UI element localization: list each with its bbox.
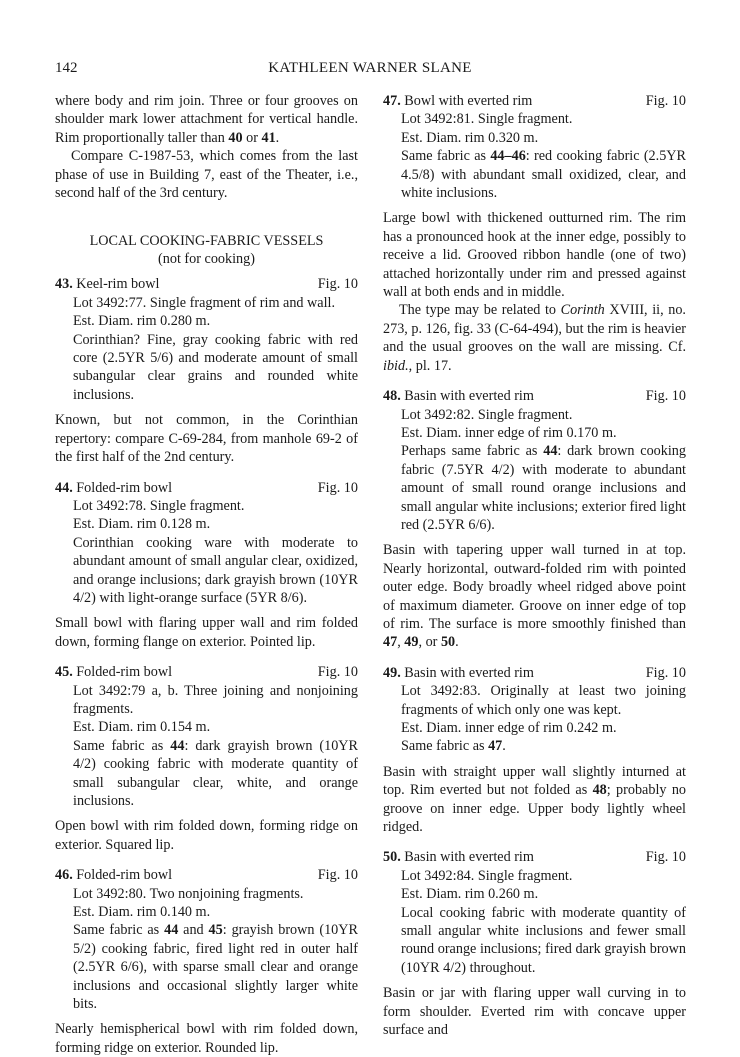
entry-heading <box>383 387 686 405</box>
catalogue-ref: 47 <box>383 634 398 651</box>
catalogue-entry-47 <box>383 92 686 375</box>
entry-lot: Lot 3492:79 a, b. Three joining and nonjoining fragments. <box>73 682 358 717</box>
entry-lot: Lot 3492:80. Two nonjoining fragments. <box>73 885 304 902</box>
figure-ref: Fig. 10 <box>317 276 358 293</box>
entry-lot: Lot 3492:83. Originally at least two joining fragments of which only one was kept. <box>401 683 686 718</box>
entry-title: Bowl with everted rim <box>400 93 533 109</box>
entry-description: Small bowl with flaring upper wall and rim folded down, forming flange on exterior. Pointed lip. <box>55 615 358 650</box>
entry-lot: Lot 3492:81. Single fragment. <box>401 111 573 128</box>
entry-heading <box>55 663 358 681</box>
figure-ref: Fig. 10 <box>645 388 686 405</box>
figure-ref: Fig. 10 <box>645 664 686 681</box>
entry-heading <box>55 275 358 293</box>
entry-description: Open bowl with rim folded down, forming ridge on exterior. Squared lip. <box>55 818 358 853</box>
entry-diameter: Est. Diam. inner edge of rim 0.170 m. <box>401 424 617 441</box>
entry-title: Folded-rim bowl <box>72 479 173 496</box>
catalogue-entry-45 <box>55 663 358 854</box>
catalogue-entry-44 <box>55 479 358 652</box>
entry-title: Basin with everted rim <box>400 849 534 866</box>
entry-description: Basin or jar with flaring upper wall curving in to form shoulder. Everted rim with concave upper surface and <box>383 985 686 1039</box>
entry-description: Basin with tapering upper wall turned in at top. Nearly horizontal, outward-folded rim with pointed outer edge. Body broadly wheel ridged above point of maximum diameter. Groove on inner edge of top of rim. The surface is more smoothly finished than 47, 49, or 50. <box>383 542 686 651</box>
entry-number: 50. <box>383 849 401 866</box>
catalogue-ref: 48 <box>592 782 607 799</box>
figure-ref: Fig. 10 <box>645 849 686 866</box>
entry-diameter: Est. Diam. inner edge of rim 0.242 m. <box>401 720 617 736</box>
entry-lot: Lot 3492:82. Single fragment. <box>401 406 573 423</box>
catalogue-entry-48 <box>383 387 686 652</box>
catalogue-ref: 44–46 <box>490 148 526 165</box>
entry-number: 49. <box>383 664 401 681</box>
entry-fabric: Corinthian cooking ware with moderate to abundant amount of small angular clear, oxidized, and orange inclusions; dark grayish brown (10YR 4/2) with light-orange surface (5YR 8/6). <box>73 534 358 606</box>
catalogue-ref: 44 <box>164 922 179 939</box>
entry-lot: Lot 3492:78. Single fragment. <box>73 497 245 514</box>
entry-diameter: Est. Diam. rim 0.260 m. <box>401 886 539 903</box>
entry-title: Basin with everted rim <box>400 664 534 681</box>
entry-number: 44. <box>55 479 73 496</box>
entry-number: 43. <box>55 276 73 293</box>
entry-fabric: Same fabric as 44: dark grayish brown (10YR 4/2) cooking fabric with moderate quantity of small subangular clear, white, and orange inclusions. <box>73 737 358 809</box>
entry-heading <box>383 848 686 866</box>
entry-heading <box>383 664 686 682</box>
page-number: 142 <box>55 60 78 76</box>
entry-fabric: Same fabric as 44–46: red cooking fabric (2.5YR 4.5/8) with abundant small oxidized, clear, and white inclusions. <box>401 148 687 202</box>
entry-number: 45. <box>55 664 73 681</box>
figure-ref: Fig. 10 <box>645 93 686 109</box>
entry-description: Large bowl with thickened outturned rim. The rim has a pronounced hook at the inner edge, possibly to receive a lid. Grooved ribbon handle (one of two) attached horizontally under rim and pressed against wall at both ends and in middle. <box>383 210 686 301</box>
entry-number: 47. <box>383 93 401 109</box>
catalogue-entry-50 <box>383 848 686 1039</box>
entry-title: Basin with everted rim <box>400 388 534 405</box>
entry-heading <box>383 92 686 110</box>
entry-title: Folded-rim bowl <box>72 867 173 884</box>
catalogue-ref: 47 <box>488 738 503 755</box>
entry-title: Folded-rim bowl <box>72 664 173 681</box>
entry-description: Known, but not common, in the Corinthian repertory: compare C-69-284, from manhole 69-2 of the first half of the 2nd century. <box>55 412 358 466</box>
running-head: KATHLEEN WARNER SLANE <box>268 60 472 76</box>
entry-number: 46. <box>55 867 73 884</box>
entry-fabric: Local cooking fabric with moderate quantity of small angular white inclusions and fewer small round orange inclusions; fired dark grayish brown (10YR 4/2) throughout. <box>401 904 686 976</box>
entry-number: 48. <box>383 388 401 405</box>
entry-diameter: Est. Diam. rim 0.280 m. <box>73 313 211 330</box>
continued-paragraph: where body and rim join. Three or four grooves on shoulder mark lower attachment for vertical handle. Rim proportionally taller than 40 or 41. <box>55 93 358 146</box>
figure-ref: Fig. 10 <box>317 867 358 884</box>
entry-diameter: Est. Diam. rim 0.320 m. <box>401 129 539 146</box>
entry-lot: Lot 3492:77. Single fragment of rim and wall. <box>73 294 336 311</box>
compare-paragraph: Compare C-1987-53, which comes from the last phase of use in Building 7, east of the Theater, i.e., second half of the 3rd century. <box>55 148 358 202</box>
catalogue-entry-49 <box>383 664 686 837</box>
figure-ref: Fig. 10 <box>317 479 358 496</box>
entry-title: Keel-rim bowl <box>72 276 160 293</box>
figure-ref: Fig. 10 <box>317 664 358 681</box>
catalogue-ref: 49 <box>404 634 419 651</box>
catalogue-entry-46 <box>55 866 358 1057</box>
catalogue-entry-43 <box>55 275 358 466</box>
catalogue-ref: 40 <box>228 129 243 146</box>
entry-fabric: Corinthian? Fine, gray cooking fabric with red core (2.5YR 5/6) and moderate amount of small subangular clear grains and rounded white inclusions. <box>73 331 358 403</box>
entry-diameter: Est. Diam. rim 0.128 m. <box>73 516 211 533</box>
entry-fabric: Perhaps same fabric as 44: dark brown cooking fabric (7.5YR 4/2) with moderate to abundant amount of small round orange inclusions and small angular white inclusions; exterior fired light red (2.5YR 6/6). <box>401 443 686 533</box>
section-title: LOCAL COOKING-FABRIC VESSELS <box>89 233 324 250</box>
entry-heading <box>55 479 358 497</box>
catalogue-ref: 50 <box>440 634 456 651</box>
page-header <box>0 60 740 80</box>
entry-note: The type may be related to Corinth XVIII, ii, no. 273, p. 126, fig. 33 (C-64-494), but the rim is heavier and the usual grooves on the wall are missing. Cf. ibid., pl. 17. <box>383 302 687 374</box>
section-subtitle: (not for cooking) <box>158 251 255 268</box>
entry-lot: Lot 3492:84. Single fragment. <box>401 867 573 884</box>
entry-description: Basin with straight upper wall slightly inturned at top. Rim everted but not folded as 48; probably no groove on inner edge. Upper body lightly wheel ridged. <box>383 763 687 836</box>
entry-diameter: Est. Diam. rim 0.154 m. <box>73 719 211 736</box>
publication-title: Corinth <box>560 302 605 319</box>
entry-description: Nearly hemispherical bowl with rim folded down, forming ridge on exterior. Rounded lip. <box>55 1021 358 1056</box>
entry-heading <box>55 866 358 884</box>
catalogue-ref: 44 <box>543 443 558 460</box>
catalogue-ref: 45 <box>208 922 223 939</box>
catalogue-ref: 41 <box>261 129 276 146</box>
entry-fabric: Same fabric as 44 and 45: grayish brown (10YR 5/2) cooking fabric, fired light red in outer half (2.5YR 6/6), with sparse small clear and orange inclusions and occasional slightly larger white bits. <box>73 922 358 1013</box>
right-column <box>383 92 686 1040</box>
left-column <box>55 92 358 1057</box>
entry-diameter: Est. Diam. rim 0.140 m. <box>73 904 211 921</box>
catalogue-ref: 44 <box>170 737 185 754</box>
entry-fabric: Same fabric as 47. <box>401 738 506 755</box>
